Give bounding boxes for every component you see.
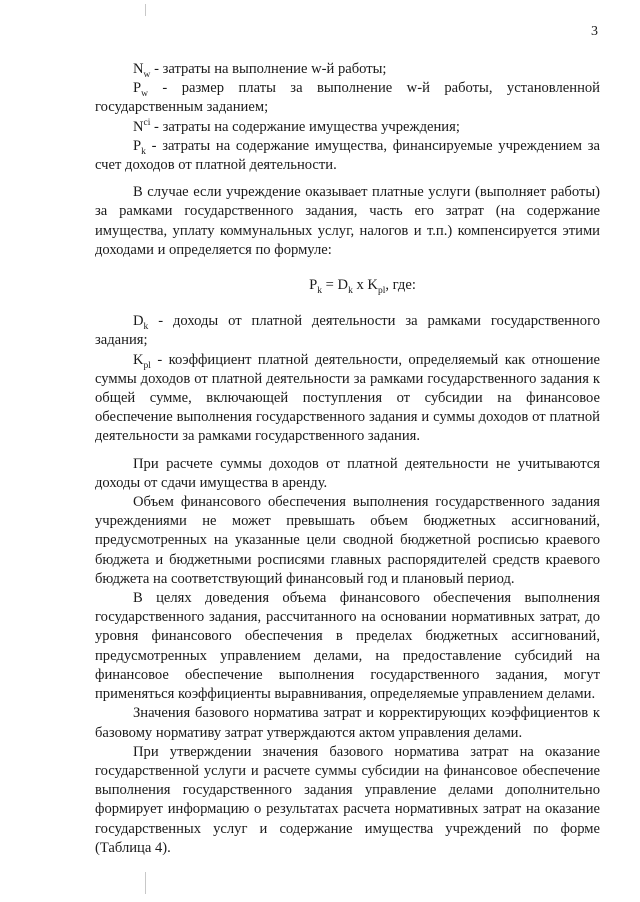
paragraph-funding-limit: Объем финансового обеспечения выполнения государственного задания учреждениями не может превышать объем бюджетных ассигнований, предусмотренных на указанные цели сводной бюджетной росписью краевого бюджета и бюджетными росписями главных распорядителей средств краевого бюджета на соответствующий финансовый год и плановый период. bbox=[95, 494, 600, 587]
paragraph-base-norms: Значения базового норматива затрат и корректирующих коэффициентов к базовому нормативу затрат утверждаются актом управления делами. bbox=[95, 705, 600, 741]
definition-nw: $N_w$ - затраты на выполнение w-й работы; bbox=[133, 61, 387, 80]
definition-nci: $N^{ci}$ - затраты на содержание имущества учреждения; bbox=[133, 117, 460, 135]
paragraph-equalization-coefficients: В целях доведения объема финансового обеспечения выполнения государственного задания, рассчитанного на основании нормативных затрат, до уровня финансового обеспечения в пределах бюджетных ассигнований, предусмотренных управлением делами, на предоставление субсидий на финансовое обеспечение выполнения государственного задания, могут применяться коэффициенты выравнивания, определяемые управлением делами. bbox=[95, 590, 600, 703]
document-body bbox=[95, 60, 600, 858]
formula: $P_k = D_k$ x $K_{pl}$, где: bbox=[309, 277, 416, 296]
definition-kpl: $K_{pl}$ - коэффициент платной деятельности, определяемый как отношение суммы доходов от платной деятельности за рамками государственного задания к общей сумме, включающей поступления от субсидии на финансовое обеспечение выполнения государственного задания и суммы доходов от платной деятельности за рамками государственного задания. bbox=[95, 351, 600, 445]
paragraph-rental-income: При расчете суммы доходов от платной деятельности не учитываются доходы от сдачи имущества в аренду. bbox=[95, 455, 600, 491]
scan-artifact-top bbox=[145, 4, 146, 16]
scan-artifact-bottom bbox=[145, 872, 146, 894]
definition-dk: $D_k$ - доходы от платной деятельности за рамками государственного задания; bbox=[95, 313, 600, 349]
definition-pw: $P_w$ - размер платы за выполнение w-й работы, установленной государственным заданием; bbox=[95, 80, 600, 116]
paragraph-table-4: При утверждении значения базового норматива затрат на оказание государственной услуги и расчете суммы субсидии на финансовое обеспечение выполнения государственного задания управление делами дополнительно формирует информацию о результатах расчета нормативных затрат на оказание государственных услуг и содержание имущества учреждений по форме (Таблица 4). bbox=[95, 743, 600, 856]
definition-pk: $P_k$ - затраты на содержание имущества, финансируемые учреждением за счет доходов от платной деятельности. bbox=[95, 137, 600, 174]
intro-paragraph: В случае если учреждение оказывает платные услуги (выполняет работы) за рамками государственного задания, часть его затрат (на содержание имущества, уплату коммунальных услуг, налогов и т.п.) компенсируется этими доходами и определяется по формуле: bbox=[95, 184, 600, 258]
page-number: 3 bbox=[591, 24, 598, 39]
